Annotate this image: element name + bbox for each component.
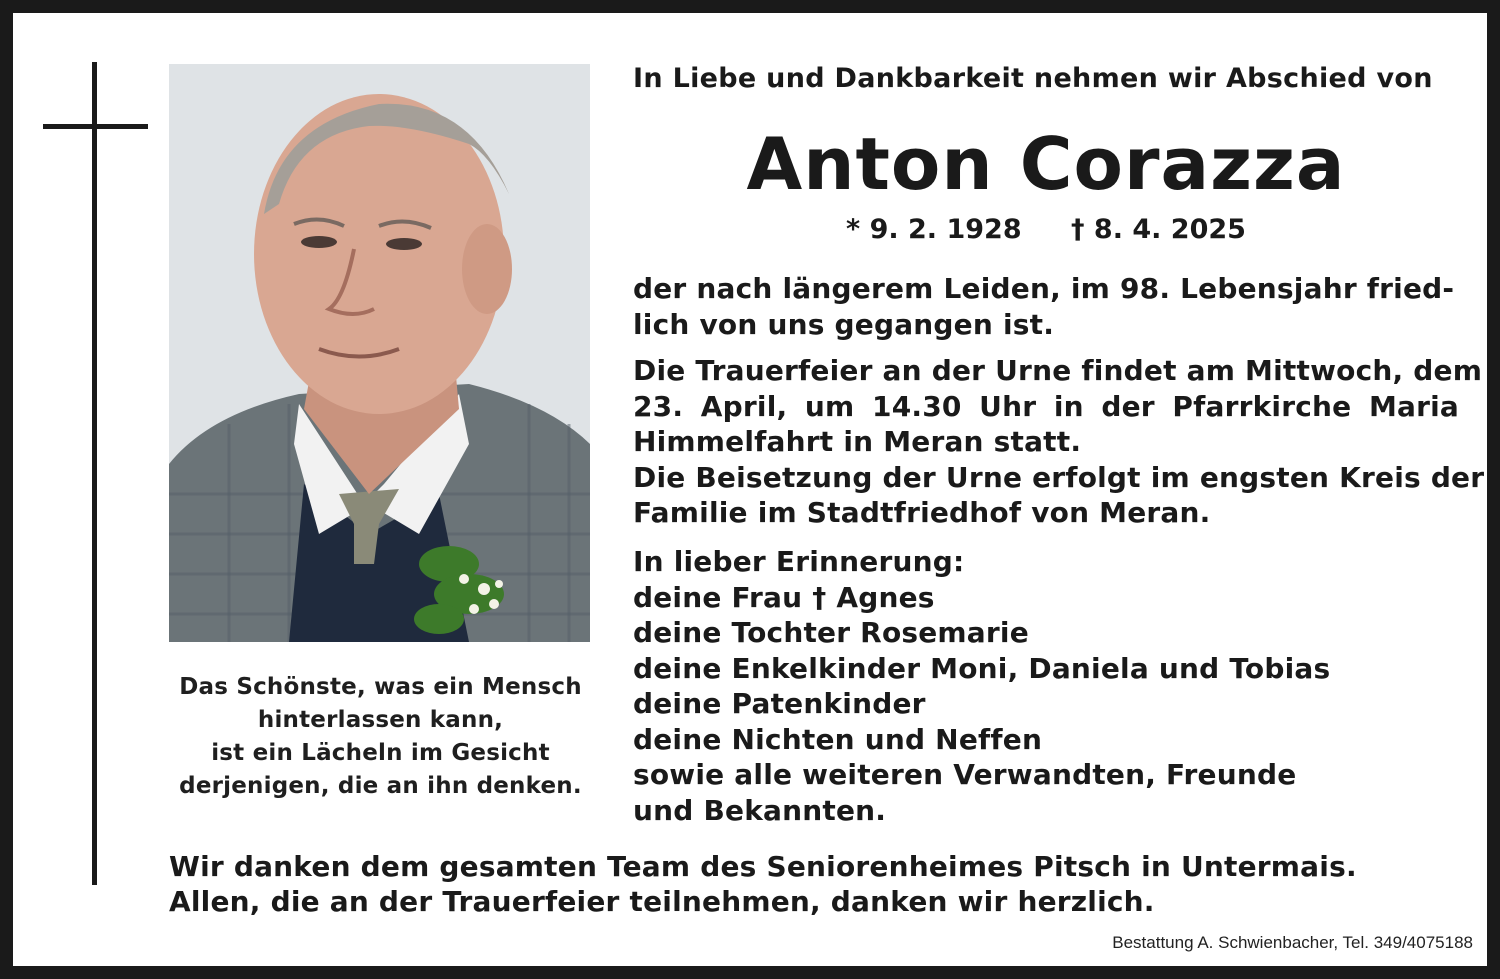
quote-line: ist ein Lächeln im Gesicht [211,740,550,766]
paragraph-line: Himmelfahrt in Meran statt. [633,425,1082,458]
paragraph-line: 23. April, um 14.30 Uhr in der Pfarrkirche Maria [633,389,1459,423]
intro-line: In Liebe und Dankbarkeit nehmen wir Abschied von [633,63,1433,94]
cross-horizontal-bar [43,124,148,129]
mourners-list [633,544,1459,828]
mourner-item: sowie alle weiteren Verwandten, Freunde [633,758,1297,791]
mourners-heading: In lieber Erinnerung: [633,545,965,578]
mourner-item: deine Patenkinder [633,687,926,720]
funeral-home-credit: Bestattung A. Schwienbacher, Tel. 349/4075188 [1112,933,1473,952]
memorial-quote [153,671,608,803]
life-dates [633,214,1459,245]
portrait-illustration [169,64,590,642]
death-date: † 8. 4. 2025 [1071,214,1246,245]
obituary-card [13,13,1487,966]
mourner-item: deine Tochter Rosemarie [633,616,1029,649]
mourner-item: deine Nichten und Neffen [633,722,1043,756]
paragraph-line: Die Beisetzung der Urne erfolgt im engsten Kreis der [633,460,1485,494]
cross-vertical-bar [92,62,97,885]
passing-paragraph [633,271,1459,342]
deceased-name: Anton Corazza [746,122,1346,206]
quote-line: Das Schönste, was ein Mensch [179,674,582,700]
quote-line: derjenigen, die an ihn denken. [179,773,582,799]
mourner-item: deine Enkelkinder Moni, Daniela und Tobias [633,651,1331,685]
paragraph-line: lich von uns gegangen ist. [633,307,1055,341]
paragraph-line: der nach längerem Leiden, im 98. Lebensjahr fried- [633,272,1455,305]
portrait-photo [169,64,590,642]
paragraph-line: Familie im Stadtfriedhof von Meran. [633,496,1211,529]
ceremony-paragraph [633,353,1485,531]
quote-line: hinterlassen kann, [257,707,504,733]
thanks-line: Allen, die an der Trauerfeier teilnehmen, danken wir herzlich. [169,885,1155,918]
mourner-item: und Bekannten. [633,793,887,827]
thanks-section [169,849,1469,919]
thanks-line: Wir danken dem gesamten Team des Seniorenheimes Pitsch in Untermais. [169,850,1357,883]
birth-date: * 9. 2. 1928 [846,214,1022,245]
paragraph-line: Die Trauerfeier an der Urne findet am Mittwoch, dem [633,354,1483,387]
mourner-item: deine Frau † Agnes [633,580,935,614]
